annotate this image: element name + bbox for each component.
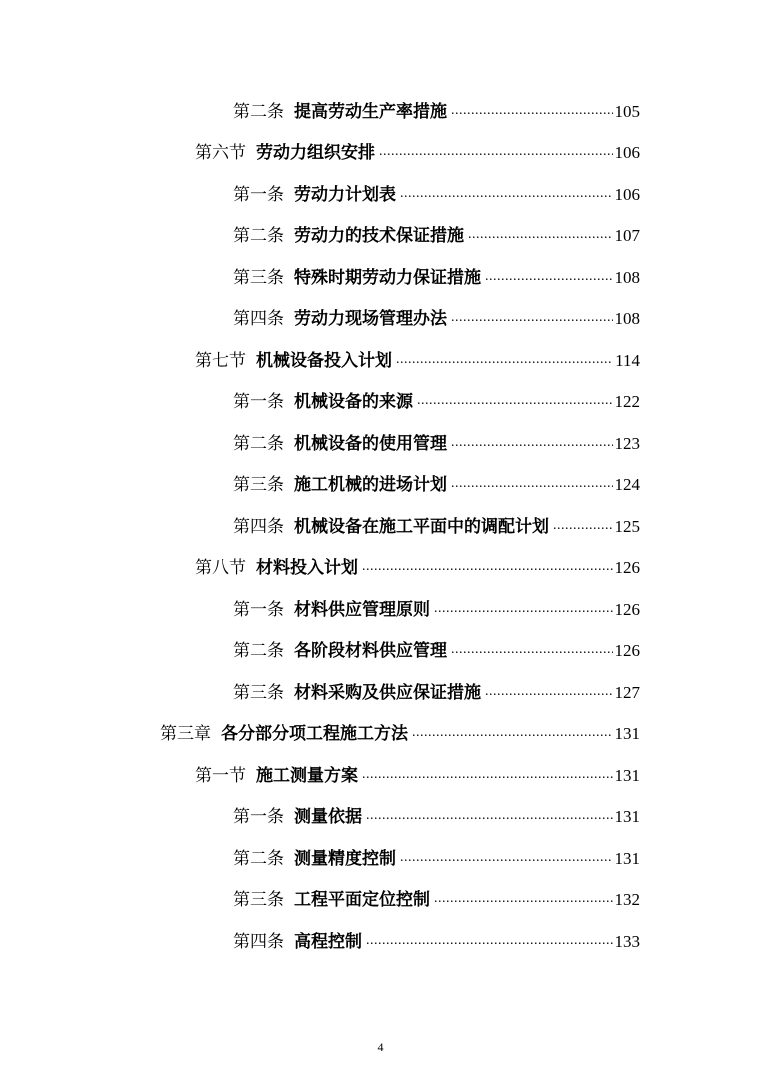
toc-entry-number: 第一条 <box>233 807 284 826</box>
toc-entry-number: 第三条 <box>233 683 284 702</box>
toc-entry-page: 131 <box>614 766 640 785</box>
toc-entry-page: 124 <box>614 475 640 494</box>
toc-entry-title: 测量精度控制 <box>294 849 396 869</box>
toc-entry-number: 第四条 <box>233 309 284 328</box>
toc-entry-title: 机械设备的来源 <box>294 392 413 412</box>
toc-entry-title: 劳动力的技术保证措施 <box>294 226 464 246</box>
toc-entry-page: 122 <box>614 392 640 411</box>
toc-entry-page: 126 <box>614 558 640 577</box>
toc-entry[interactable] <box>233 469 640 497</box>
toc-entry[interactable] <box>233 179 640 207</box>
toc-dot-leader <box>451 641 613 659</box>
toc-entry-number: 第八节 <box>195 558 246 577</box>
toc-entry[interactable] <box>233 635 640 663</box>
toc-entry-page: 131 <box>614 849 640 868</box>
toc-entry[interactable] <box>233 303 640 331</box>
toc-entry-page: 126 <box>614 600 640 619</box>
toc-entry-title: 各阶段材料供应管理 <box>294 641 447 661</box>
toc-entry-number: 第三条 <box>233 268 284 287</box>
toc-dot-leader <box>417 392 613 410</box>
toc-entry[interactable] <box>195 137 640 165</box>
toc-entry-title: 各分部分项工程施工方法 <box>221 724 408 744</box>
toc-dot-leader <box>553 517 613 535</box>
toc-entry-number: 第二条 <box>233 102 284 121</box>
toc-entry-page: 106 <box>614 185 640 204</box>
toc-entry-title: 材料投入计划 <box>256 558 358 578</box>
toc-dot-leader <box>362 558 613 576</box>
toc-entry-number: 第四条 <box>233 932 284 951</box>
toc-entry-title: 机械设备投入计划 <box>256 351 392 371</box>
toc-entry[interactable] <box>233 386 640 414</box>
toc-entry-number: 第三条 <box>233 475 284 494</box>
toc-entry-number: 第二条 <box>233 226 284 245</box>
toc-entry[interactable] <box>233 884 640 912</box>
toc-entry-title: 提高劳动生产率措施 <box>294 102 447 122</box>
toc-entry-number: 第六节 <box>195 143 246 162</box>
toc-entry[interactable] <box>233 926 640 954</box>
toc-entry-number: 第一条 <box>233 392 284 411</box>
toc-entry-page: 131 <box>614 807 640 826</box>
toc-entry-number: 第三条 <box>233 890 284 909</box>
toc-entry[interactable] <box>233 220 640 248</box>
toc-entry-page: 131 <box>614 724 640 743</box>
toc-entry-page: 126 <box>614 641 640 660</box>
toc-dot-leader <box>434 890 613 908</box>
toc-dot-leader <box>396 351 613 369</box>
toc-entry-title: 机械设备在施工平面中的调配计划 <box>294 517 549 537</box>
toc-dot-leader <box>400 185 613 203</box>
toc-dot-leader <box>366 807 613 825</box>
toc-dot-leader <box>362 766 613 784</box>
toc-entry-page: 123 <box>614 434 640 453</box>
toc-entry-number: 第二条 <box>233 849 284 868</box>
toc-entry-page: 125 <box>614 517 640 536</box>
toc-entry[interactable] <box>195 345 640 373</box>
toc-dot-leader <box>434 600 613 618</box>
toc-entry-page: 106 <box>614 143 640 162</box>
toc-dot-leader <box>485 683 613 701</box>
toc-entry-page: 108 <box>614 309 640 328</box>
toc-entry-title: 机械设备的使用管理 <box>294 434 447 454</box>
toc-entry[interactable] <box>160 718 640 746</box>
toc-dot-leader <box>451 434 613 452</box>
toc-entry-title: 施工测量方案 <box>256 766 358 786</box>
toc-entry-title: 材料供应管理原则 <box>294 600 430 620</box>
toc-entry-number: 第七节 <box>195 351 246 370</box>
toc-dot-leader <box>412 724 613 742</box>
toc-dot-leader <box>451 102 613 120</box>
toc-dot-leader <box>379 143 613 161</box>
toc-entry-title: 劳动力现场管理办法 <box>294 309 447 329</box>
toc-entry[interactable] <box>233 511 640 539</box>
toc-entry-number: 第一节 <box>195 766 246 785</box>
toc-entry-number: 第三章 <box>160 724 211 743</box>
toc-entry-title: 工程平面定位控制 <box>294 890 430 910</box>
toc-entry[interactable] <box>195 552 640 580</box>
toc-entry[interactable] <box>233 96 640 124</box>
toc-entry-page: 127 <box>614 683 640 702</box>
toc-dot-leader <box>468 226 613 244</box>
page-number: 4 <box>377 1040 384 1054</box>
toc-entry[interactable] <box>233 843 640 871</box>
toc-entry-number: 第一条 <box>233 600 284 619</box>
toc-entry-title: 测量依据 <box>294 807 362 827</box>
toc-entry-title: 劳动力计划表 <box>294 185 396 205</box>
toc-dot-leader <box>400 849 613 867</box>
toc-entry[interactable] <box>195 760 640 788</box>
toc-entry-number: 第二条 <box>233 434 284 453</box>
toc-entry-page: 105 <box>614 102 640 121</box>
toc-entry-page: 133 <box>614 932 640 951</box>
toc-entry-page: 107 <box>614 226 640 245</box>
toc-dot-leader <box>366 932 613 950</box>
toc-entry[interactable] <box>233 801 640 829</box>
toc-entry-title: 劳动力组织安排 <box>256 143 375 163</box>
toc-entry-number: 第二条 <box>233 641 284 660</box>
toc-entry-number: 第四条 <box>233 517 284 536</box>
toc-entry[interactable] <box>233 262 640 290</box>
toc-entry[interactable] <box>233 428 640 456</box>
toc-entry-title: 特殊时期劳动力保证措施 <box>294 268 481 288</box>
toc-entry[interactable] <box>233 594 640 622</box>
toc-dot-leader <box>485 268 613 286</box>
toc-dot-leader <box>451 309 613 327</box>
toc-entry-page: 132 <box>614 890 640 909</box>
toc-dot-leader <box>451 475 613 493</box>
toc-entry-page: 114 <box>615 351 640 370</box>
toc-entry-title: 施工机械的进场计划 <box>294 475 447 495</box>
toc-entry-page: 108 <box>614 268 640 287</box>
toc-entry-title: 高程控制 <box>294 932 362 952</box>
toc-entry-number: 第一条 <box>233 185 284 204</box>
toc-entry[interactable] <box>233 677 640 705</box>
toc-entry-title: 材料采购及供应保证措施 <box>294 683 481 703</box>
